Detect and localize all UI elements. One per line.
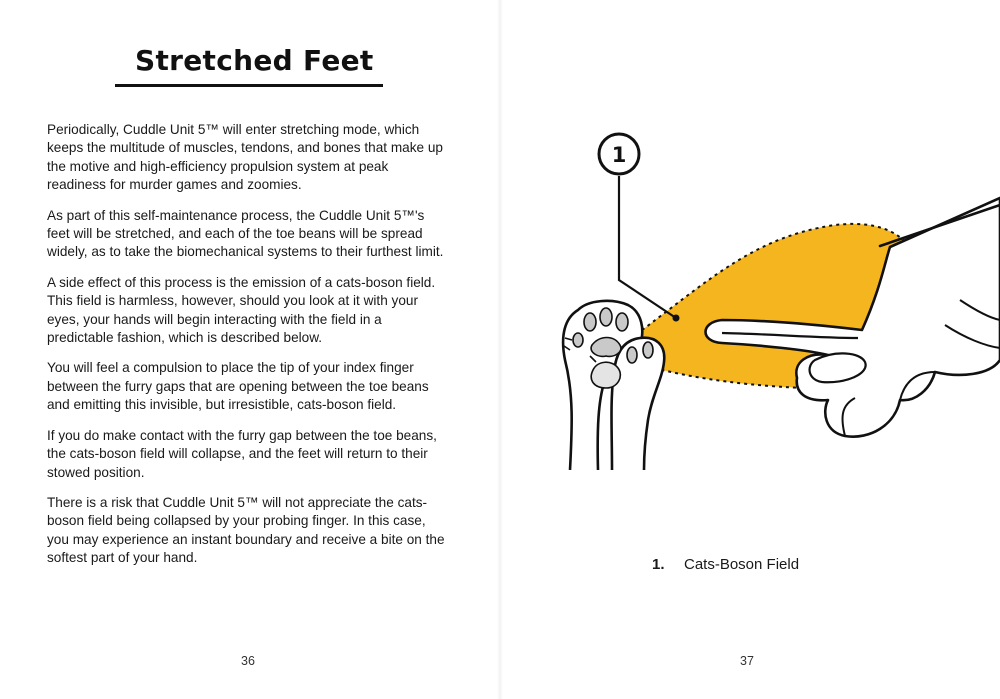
callout-number: 1: [611, 143, 627, 167]
title-underline: [115, 84, 383, 87]
right-page: [500, 0, 1000, 699]
paragraph-1: Periodically, Cuddle Unit 5™ will enter stretching mode, which keeps the multitude of muscles, tendons, and bones that make up the motive and high-efficiency propulsion system at peak readiness for murder games and zoomies.: [47, 122, 443, 193]
callout-dot: [673, 315, 680, 322]
paragraph-3: A side effect of this process is the emission of a cats-boson field. This field is harmless, however, should you look at it with your eyes, your hands will begin interacting with the field in a predictable fashion, which is described below.: [47, 274, 436, 346]
page-number-left: 36: [241, 654, 255, 668]
figure-caption: [652, 556, 799, 573]
cat-paw-illustration: [552, 120, 1000, 470]
paragraph-6: There is a risk that Cuddle Unit 5™ will not appreciate the cats-boson field being collapsed by your probing finger. In this case, you may experience an instant boundary and receive a bite on the softest part of your hand.: [47, 494, 445, 566]
caption-number: 1.: [652, 556, 665, 573]
paragraph-2: As part of this self-maintenance process, the Cuddle Unit 5™'s feet will be stretched, and each of the toe beans will be spread widely, as to take the biomechanical systems to their furthest limit.: [47, 207, 444, 260]
page-number-right: 37: [740, 654, 754, 668]
main-pad: [591, 362, 620, 388]
body-text: [47, 121, 447, 580]
right-leg: [612, 338, 665, 470]
callout-leader-line: [619, 176, 676, 318]
caption-text: Cats-Boson Field: [684, 556, 800, 573]
paragraph-5: If you do make contact with the furry gap between the toe beans, the cats-boson field will collapse, and the feet will return to their stowed position.: [47, 427, 437, 480]
paragraph-4: You will feel a compulsion to place the tip of your index finger between the furry gaps that are opening between the toe beans and emitting this invisible, but irresistible, cats-boson field.: [47, 360, 429, 413]
page-title: Stretched Feet: [135, 44, 374, 77]
